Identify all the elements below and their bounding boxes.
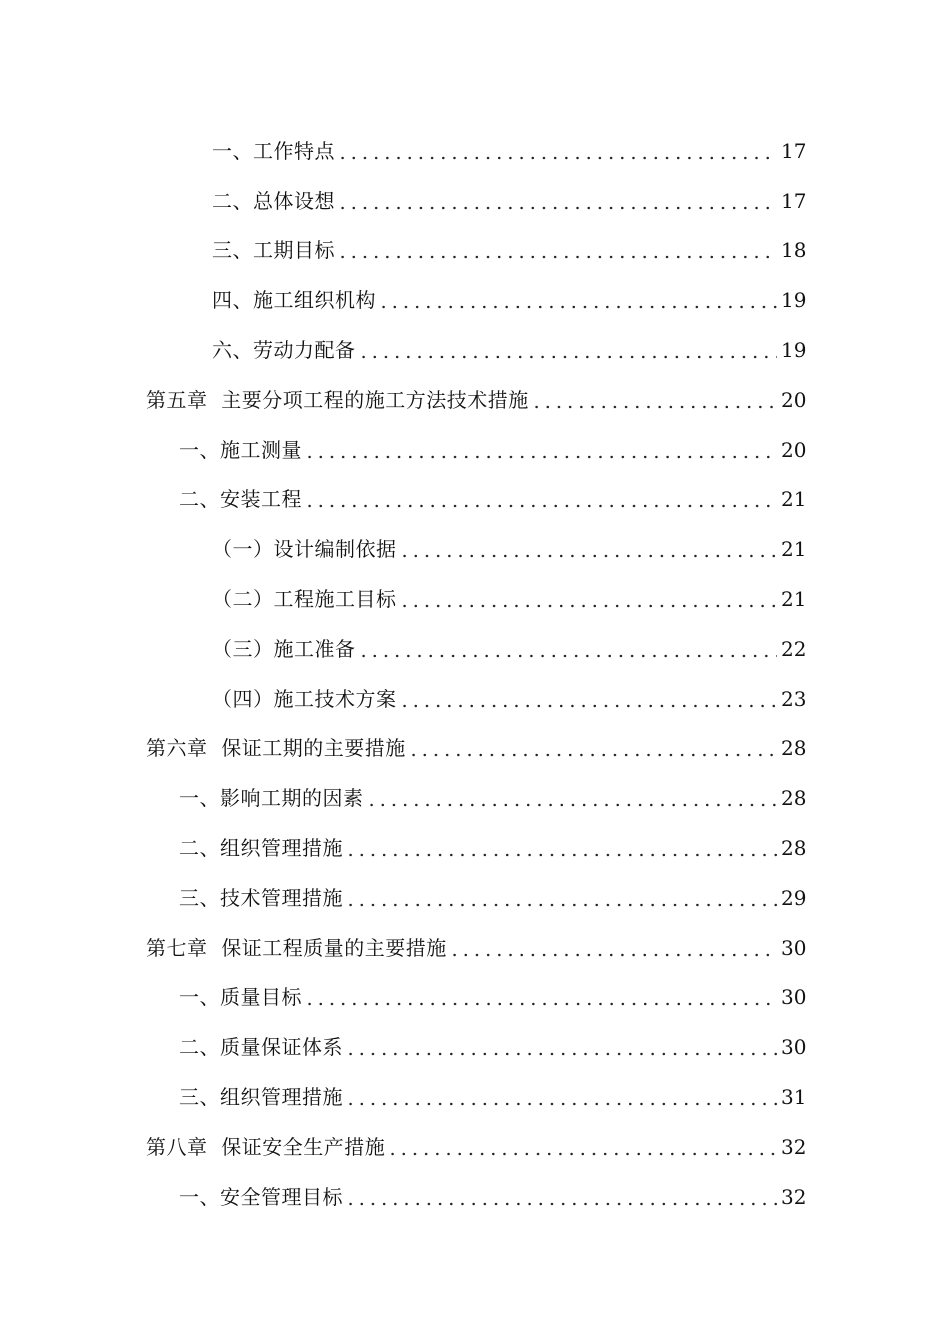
toc-entry-page: 17 <box>781 188 807 213</box>
toc-dot-leader <box>345 1087 777 1107</box>
toc-entry-page: 21 <box>781 487 807 512</box>
toc-entry-title: 三、工期目标 <box>212 238 335 263</box>
toc-entry-title: 一、安全管理目标 <box>179 1184 343 1209</box>
toc-entry-page: 20 <box>781 437 807 462</box>
toc-dot-leader <box>408 738 777 758</box>
toc-entry-page: 32 <box>781 1134 807 1159</box>
toc-entry-page: 32 <box>781 1184 807 1209</box>
toc-entry[interactable] <box>0 773 950 823</box>
toc-entry-title: 二、质量保证体系 <box>179 1035 343 1060</box>
toc-entry[interactable] <box>0 1022 950 1072</box>
toc-entry-page: 19 <box>781 338 807 363</box>
toc-dot-leader <box>358 639 778 659</box>
toc-entry[interactable] <box>0 1072 950 1122</box>
toc-entry-title: 六、劳动力配备 <box>212 338 356 363</box>
toc-dot-leader <box>366 788 778 808</box>
toc-entry-page: 23 <box>781 686 807 711</box>
toc-dot-leader <box>337 141 777 161</box>
toc-dot-leader <box>345 888 777 908</box>
toc-entry-page: 20 <box>781 387 807 412</box>
toc-entry[interactable] <box>0 823 950 873</box>
toc-entry[interactable] <box>0 475 950 525</box>
toc-dot-leader <box>378 290 777 310</box>
toc-chapter-entry[interactable] <box>0 375 950 425</box>
toc-entry-page: 28 <box>781 736 807 761</box>
toc-entry-page: 30 <box>781 1035 807 1060</box>
toc-entry-title: （二）工程施工目标 <box>212 587 397 612</box>
toc-entry-title: 一、质量目标 <box>179 985 302 1010</box>
toc-dot-leader <box>304 489 777 509</box>
toc-entry[interactable] <box>0 226 950 276</box>
toc-entry-page: 29 <box>781 885 807 910</box>
toc-entry[interactable] <box>0 425 950 475</box>
toc-entry-page: 28 <box>781 786 807 811</box>
toc-entry[interactable] <box>0 325 950 375</box>
toc-entry-page: 22 <box>781 636 807 661</box>
toc-entry[interactable] <box>0 574 950 624</box>
toc-dot-leader <box>304 987 777 1007</box>
toc-entry[interactable] <box>0 524 950 574</box>
toc-entry-title: 第七章 保证工程质量的主要措施 <box>146 935 447 960</box>
toc-entry-title: 一、影响工期的因素 <box>179 786 364 811</box>
toc-entry-page: 30 <box>781 985 807 1010</box>
toc-entry-title: 三、技术管理措施 <box>179 885 343 910</box>
toc-dot-leader <box>345 1187 777 1207</box>
toc-dot-leader <box>304 440 777 460</box>
toc-dot-leader <box>337 191 777 211</box>
toc-dot-leader <box>345 838 777 858</box>
toc-entry-title: 一、工作特点 <box>212 138 335 163</box>
toc-entry-title: 二、组织管理措施 <box>179 836 343 861</box>
toc-entry[interactable] <box>0 873 950 923</box>
toc-dot-leader <box>449 938 777 958</box>
toc-entry-page: 21 <box>781 587 807 612</box>
toc-entry[interactable] <box>0 126 950 176</box>
toc-chapter-entry[interactable] <box>0 724 950 774</box>
toc-entry[interactable] <box>0 674 950 724</box>
toc-entry-title: 一、施工测量 <box>179 437 302 462</box>
toc-entry-page: 28 <box>781 836 807 861</box>
toc-entry-page: 31 <box>781 1085 807 1110</box>
toc-entry-title: 第八章 保证安全生产措施 <box>146 1134 386 1159</box>
toc-entry-title: 第六章 保证工期的主要措施 <box>146 736 406 761</box>
toc-entry-title: 二、总体设想 <box>212 188 335 213</box>
toc-dot-leader <box>399 539 778 559</box>
toc-dot-leader <box>399 589 778 609</box>
toc-entry-title: 三、组织管理措施 <box>179 1085 343 1110</box>
toc-entry[interactable] <box>0 176 950 226</box>
toc-dot-leader <box>531 390 777 410</box>
toc-entry-title: 二、安装工程 <box>179 487 302 512</box>
toc-entry-title: 四、施工组织机构 <box>212 288 376 313</box>
toc-entry-title: （三）施工准备 <box>212 636 356 661</box>
toc-chapter-entry[interactable] <box>0 923 950 973</box>
toc-dot-leader <box>337 240 777 260</box>
toc-chapter-entry[interactable] <box>0 1122 950 1172</box>
toc-dot-leader <box>358 340 778 360</box>
toc-entry-page: 30 <box>781 935 807 960</box>
toc-entry-page: 19 <box>781 288 807 313</box>
toc-entry-page: 17 <box>781 138 807 163</box>
toc-entry-title: 第五章 主要分项工程的施工方法技术措施 <box>146 387 529 412</box>
toc-entry-page: 21 <box>781 537 807 562</box>
toc-entry[interactable] <box>0 275 950 325</box>
toc-entry-title: （一）设计编制依据 <box>212 537 397 562</box>
toc-dot-leader <box>345 1037 777 1057</box>
toc-dot-leader <box>387 1137 777 1157</box>
toc-entry-page: 18 <box>781 238 807 263</box>
toc-entry[interactable] <box>0 973 950 1023</box>
toc-entry[interactable] <box>0 624 950 674</box>
toc-dot-leader <box>399 689 778 709</box>
table-of-contents <box>0 126 950 1222</box>
toc-entry-title: （四）施工技术方案 <box>212 686 397 711</box>
toc-entry[interactable] <box>0 1172 950 1222</box>
